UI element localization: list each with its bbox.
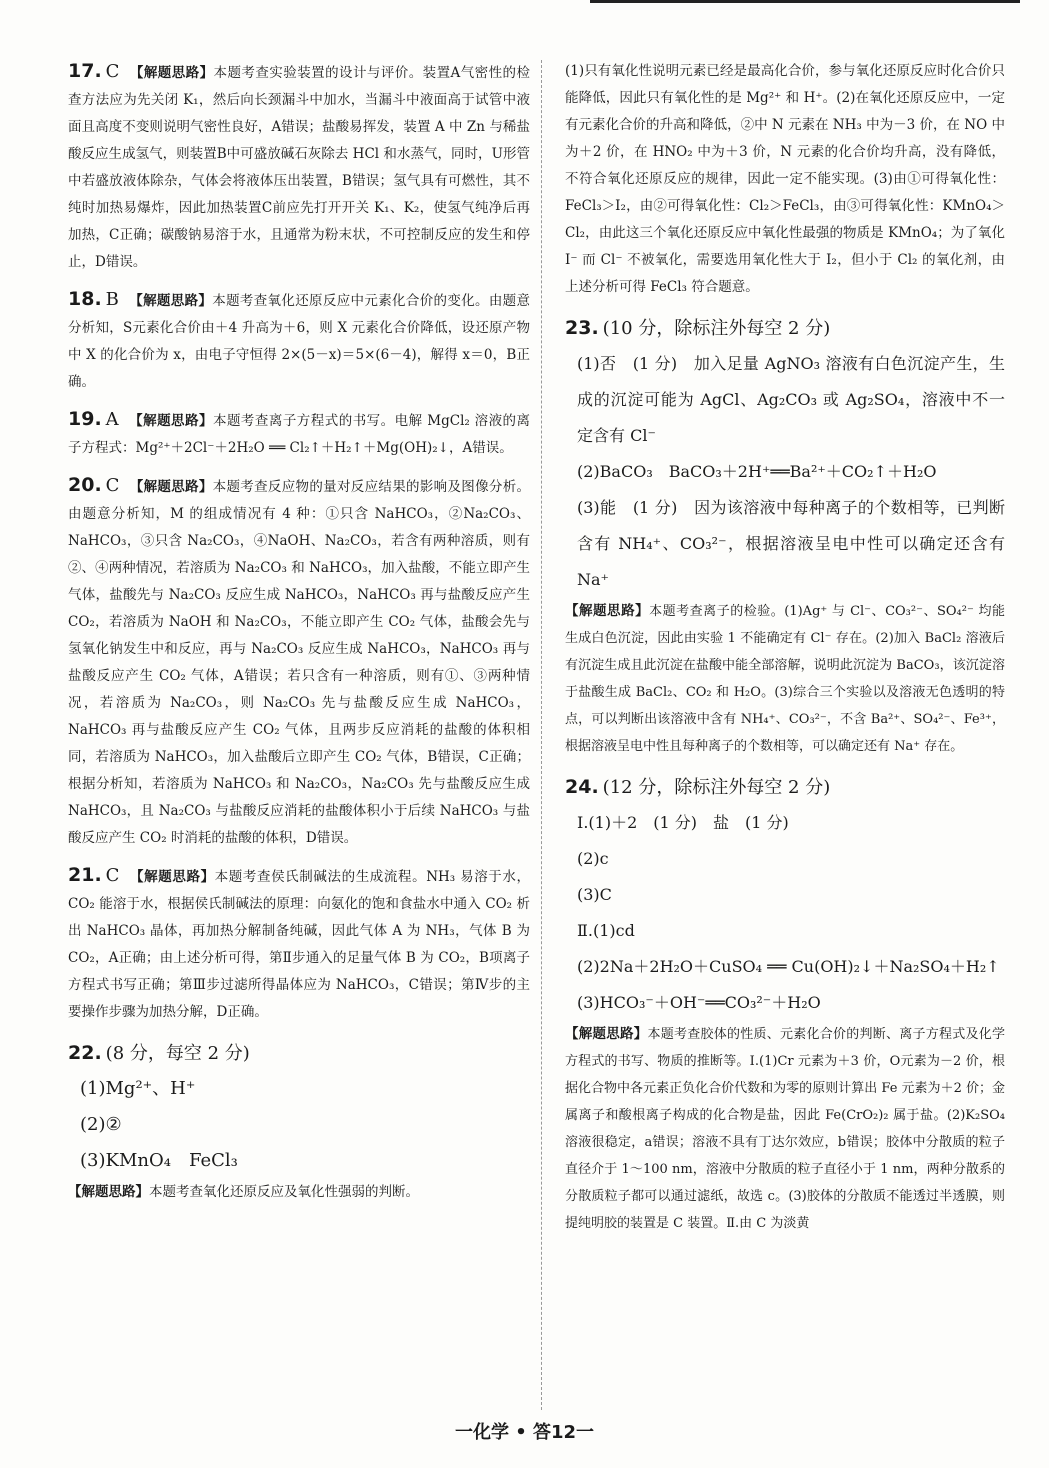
question-number: 24. [565, 776, 599, 798]
question-number: 22. [68, 1042, 102, 1064]
answer-line: (3)C [577, 885, 612, 904]
score-note: (10 分，除标注外每空 2 分) [602, 318, 831, 339]
answer-18 [68, 286, 530, 396]
answer-line: (2)2Na＋2H₂O＋CuSO₄ ══ Cu(OH)₂↓＋Na₂SO₄＋H₂↑ [577, 957, 1000, 976]
answer-line: (3)能 (1 分) 因为该溶液中每种离子的个数相等，已判断含有 NH₄⁺、CO₃²⁻，根据溶液呈电中性可以确定还含有 Na⁺ [577, 498, 1005, 589]
right-column [565, 58, 1005, 1247]
answer-23 [565, 311, 1005, 760]
question-number: 21. [68, 864, 102, 886]
question-number: 20. [68, 474, 102, 496]
column-divider [541, 60, 542, 1410]
answer-choice: C [105, 475, 120, 496]
analysis-tag: 【解题思路】 [129, 65, 214, 81]
question-number: 23. [565, 317, 599, 339]
question-number: 19. [68, 408, 102, 430]
answer-24 [565, 770, 1005, 1237]
analysis-tag: 【解题思路】 [129, 869, 215, 885]
analysis-tag: 【解题思路】 [68, 1184, 149, 1200]
answer-choice: C [105, 865, 120, 886]
answer-line: (2)② [80, 1114, 122, 1135]
analysis-text: 本题考查反应物的量对反应结果的影响及图像分析。由题意分析知，M 的组成情况有 4 种：①只含 NaHCO₃，②Na₂CO₃、NaHCO₃，③只含 Na₂CO₃，④NaOH、Na₂CO₃，若含有两种溶质，则有②、④两种情况，若溶质为 Na₂CO₃ 和 NaHCO₃，加入盐酸，不能立即产生气体，盐酸先与 Na₂CO₃ 反应生成 NaHCO₃，NaHCO₃ 再与盐酸反应产生 CO₂，若溶质为 NaOH 和 Na₂CO₃，不能立即产生 CO₂ 气体，盐酸会先与氢氧化钠发生中和反应，再与 Na₂CO₃ 反应生成 NaHCO₃，NaHCO₃ 再与盐酸反应产生 CO₂ 气体，A错误；若只含有一种溶质，则有①、③两种情况，若溶质为 Na₂CO₃，则 Na₂CO₃ 先与盐酸反应生成 NaHCO₃，NaHCO₃ 再与盐酸反应产生 CO₂ 气体，且两步反应消耗的盐酸的体积相同，若溶质为 NaHCO₃，加入盐酸后立即产生 CO₂ 气体，B错误，C正确；根据分析知，若溶质为 NaHCO₃ 和 Na₂CO₃，Na₂CO₃ 先与盐酸反应生成 NaHCO₃，且 Na₂CO₃ 与盐酸反应消耗的盐酸体积小于后续 NaHCO₃ 与盐酸反应产生 CO₂ 时消耗的盐酸的体积，D错误。 [68, 479, 531, 846]
analysis-text: (1)只有氧化性说明元素已经是最高化合价，参与氧化还原反应时化合价只能降低，因此只有氧化性的是 Mg²⁺ 和 H⁺。(2)在氧化还原反应中，一定有元素化合价的升高和降低，②中 N 元素在 NH₃ 中为－3 价，在 NO 中为＋2 价，在 HNO₂ 中为＋3 价，N 元素的化合价均升高，没有降低，不符合氧化还原反应的规律，因此一定不能实现。(3)由①可得氧化性：FeCl₃＞I₂，由②可得氧化性：Cl₂＞FeCl₃，由③可得氧化性：KMnO₄＞Cl₂，由此这三个氧化还原反应中氧化性最强的物质是 KMnO₄；为了氧化 I⁻ 而 Cl⁻ 不被氧化，需要选用氧化性大于 I₂，但小于 Cl₂ 的氧化剂，由上述分析可得 FeCl₃ 符合题意。 [565, 63, 1005, 295]
analysis-tag: 【解题思路】 [128, 413, 213, 429]
answer-line: (2)c [577, 849, 609, 868]
answer-choice: A [105, 409, 119, 430]
answer-choice: C [105, 61, 120, 82]
analysis-text: 本题考查胶体的性质、元素化合价的判断、离子方程式及化学方程式的书写、物质的推断等。Ⅰ.(1)Cr 元素为＋3 价，O元素为－2 价，根据化合物中各元素正负化合价代数和为零的原则计算出 Fe 元素为＋2 价；金属离子和酸根离子构成的化合物是盐，因此 Fe(CrO₂)₂ 属于盐。(2)K₂SO₄ 溶液很稳定，a错误；溶液不具有丁达尔效应，b错误；胶体中分散质的粒子直径介于 1～100 nm，溶液中分散质的粒子直径小于 1 nm，两种分散系的分散质粒子都可以通过滤纸，故选 c。(3)胶体的分散质不能透过半透膜，则提纯明胶的装置是 C 装置。Ⅱ.由 C 为淡黄 [565, 1027, 1005, 1231]
score-note: (12 分，除标注外每空 2 分) [602, 777, 831, 798]
answer-20 [68, 472, 530, 852]
answer-22-continued [565, 58, 1005, 301]
analysis-tag: 【解题思路】 [128, 293, 213, 309]
question-number: 17. [68, 60, 102, 82]
analysis-tag: 【解题思路】 [565, 1026, 648, 1042]
answer-line: Ⅱ.(1)cd [577, 921, 635, 940]
answer-line: (1)否 (1 分) 加入足量 AgNO₃ 溶液有白色沉淀产生，生成的沉淀可能为 AgCl、Ag₂CO₃ 或 Ag₂SO₄，溶液中不一定含有 Cl⁻ [577, 354, 1005, 445]
answer-line: (3)KMnO₄ FeCl₃ [80, 1150, 238, 1171]
page-footer: 一化学 • 答12一 [454, 1422, 595, 1443]
answer-22 [68, 1036, 530, 1206]
answer-21 [68, 862, 530, 1026]
analysis-text: 本题考查氧化还原反应及氧化性强弱的判断。 [149, 1184, 419, 1200]
answer-line: (2)BaCO₃ BaCO₃＋2H⁺══Ba²⁺＋CO₂↑＋H₂O [577, 462, 937, 481]
answer-17 [68, 58, 530, 276]
analysis-text: 本题考查离子方程式的书写。电解 MgCl₂ 溶液的离子方程式：Mg²⁺＋2Cl⁻＋2H₂O ══ Cl₂↑＋H₂↑＋Mg(OH)₂↓，A错误。 [68, 413, 531, 456]
analysis-tag: 【解题思路】 [565, 603, 650, 619]
analysis-tag: 【解题思路】 [129, 479, 213, 495]
left-column [68, 58, 530, 1216]
analysis-text: 本题考查实验装置的设计与评价。装置A气密性的检查方法应为先关闭 K₁，然后向长颈漏斗中加水，当漏斗中液面高于试管中液面且高度不变则说明气密性良好，A错误；盐酸易挥发，装置 A 中 Zn 与稀盐酸反应生成氢气，则装置B中可盛放碱石灰除去 HCl 和水蒸气，同时，U形管中若盛放液体除杂，气体会将液体压出装置，B错误；氢气具有可燃性，其不纯时加热易爆炸，因此加热装置C前应先打开开关 K₁、K₂，使氢气纯净后再加热，C正确；碳酸钠易溶于水，且通常为粉末状，不可控制反应的发生和停止，D错误。 [68, 65, 531, 270]
answer-line: (3)HCO₃⁻＋OH⁻══CO₃²⁻＋H₂O [577, 993, 821, 1012]
answer-choice: B [105, 289, 119, 310]
answer-line: Ⅰ.(1)＋2 (1 分) 盐 (1 分) [577, 813, 789, 832]
question-number: 18. [68, 288, 102, 310]
answer-19 [68, 406, 530, 462]
answer-line: (1)Mg²⁺、H⁺ [80, 1078, 196, 1099]
analysis-text: 本题考查离子的检验。(1)Ag⁺ 与 Cl⁻、CO₃²⁻、SO₄²⁻ 均能生成白色沉淀，因此由实验 1 不能确定有 Cl⁻ 存在。(2)加入 BaCl₂ 溶液后有沉淀生成且此沉淀在盐酸中能全部溶解，说明此沉淀为 BaCO₃，该沉淀溶于盐酸生成 BaCl₂、CO₂ 和 H₂O。(3)综合三个实验以及溶液无色透明的特点，可以判断出该溶液中含有 NH₄⁺、CO₃²⁻，不含 Ba²⁺、SO₄²⁻、Fe³⁺，根据溶液呈电中性且每种离子的个数相等，可以确定还有 Na⁺ 存在。 [565, 604, 1006, 754]
score-note: (8 分，每空 2 分) [105, 1043, 250, 1064]
top-rule [590, 0, 1020, 3]
analysis-text: 本题考查侯氏制碱法的生成流程。NH₃ 易溶于水，CO₂ 能溶于水，根据侯氏制碱法的原理：向氨化的饱和食盐水中通入 CO₂ 析出 NaHCO₃ 晶体，再加热分解制备纯碱，因此气体 A 为 NH₃，气体 B 为 CO₂，A正确；由上述分析可得，第Ⅱ步通入的足量气体 B 为 CO₂，B项离子方程式书写正确；第Ⅲ步过滤所得晶体应为 NaHCO₃，C错误；第Ⅳ步的主要操作步骤为加热分解，D正确。 [68, 869, 530, 1020]
analysis-text: 本题考查氧化还原反应中元素化合价的变化。由题意分析知，S元素化合价由＋4 升高为＋6，则 X 元素化合价降低，设还原产物中 X 的化合价为 x，由电子守恒得 2×(5－x)＝5×(6－4)，解得 x＝0，B正确。 [68, 293, 531, 390]
